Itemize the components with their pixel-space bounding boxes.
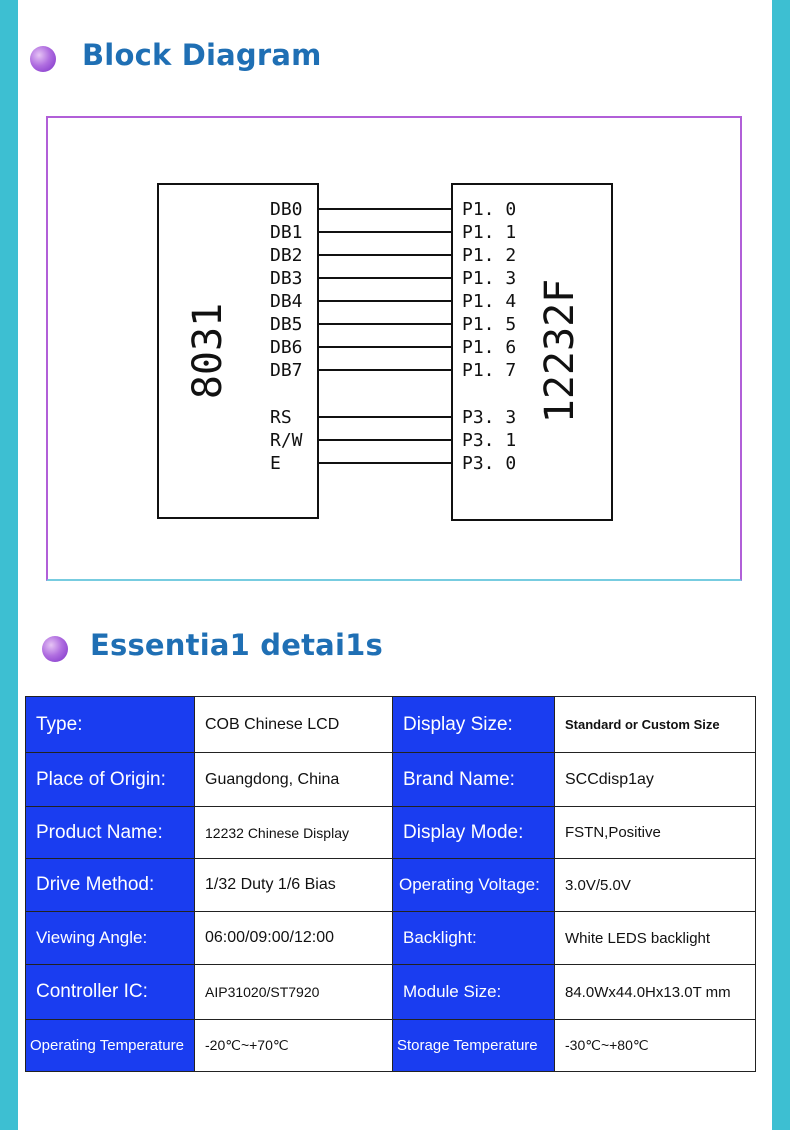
- mcu-pin-label: DB0: [270, 199, 303, 220]
- spec-label: Operating Temperature: [26, 1020, 195, 1072]
- table-row: [26, 859, 756, 912]
- spec-value: Standard or Custom Size: [555, 697, 756, 753]
- lcd-pin-label: P1. 0: [462, 199, 517, 220]
- specs-table: [25, 696, 756, 1072]
- spec-label: Storage Temperature: [393, 1020, 555, 1072]
- spec-label: Module Size:: [393, 965, 555, 1020]
- mcu-pin-label: DB3: [270, 268, 303, 289]
- lcd-label: 12232F: [537, 278, 583, 424]
- bullet-dot-icon: [42, 636, 68, 662]
- spec-value: -20℃~+70℃: [195, 1020, 393, 1072]
- spec-value: 1/32 Duty 1/6 Bias: [195, 859, 393, 912]
- spec-value: AIP31020/ST7920: [195, 965, 393, 1020]
- spec-label: Display Size:: [393, 697, 555, 753]
- table-row: [26, 1020, 756, 1072]
- table-row: [26, 753, 756, 807]
- spec-label: Type:: [26, 697, 195, 753]
- spec-value: White LEDS backlight: [555, 912, 756, 965]
- spec-label: Backlight:: [393, 912, 555, 965]
- essential-details-heading: Essentia1 detai1s: [90, 628, 383, 662]
- spec-label: Brand Name:: [393, 753, 555, 807]
- lcd-pin-label: P1. 7: [462, 360, 517, 381]
- lcd-pin-label: P1. 4: [462, 291, 517, 312]
- table-row: [26, 807, 756, 859]
- spec-label: Drive Method:: [26, 859, 195, 912]
- right-accent-bar: [772, 0, 790, 1130]
- mcu-label: 8031: [185, 302, 231, 400]
- block-diagram-heading: Block Diagram: [82, 38, 322, 72]
- spec-value: -30℃~+80℃: [555, 1020, 756, 1072]
- lcd-pin-label: P1. 1: [462, 222, 517, 243]
- spec-value: FSTN,Positive: [555, 807, 756, 859]
- block-diagram-frame: [46, 116, 742, 581]
- mcu-pin-label: DB6: [270, 337, 303, 358]
- mcu-pin-label: DB5: [270, 314, 303, 335]
- lcd-pin-label: P1. 6: [462, 337, 517, 358]
- lcd-pin-label: P1. 5: [462, 314, 517, 335]
- spec-value: 06:00/09:00/12:00: [195, 912, 393, 965]
- spec-value: 84.0Wx44.0Hx13.0T mm: [555, 965, 756, 1020]
- lcd-pin-label: P1. 2: [462, 245, 517, 266]
- lcd-pin-label: P3. 0: [462, 453, 517, 474]
- lcd-pin-label: P3. 3: [462, 407, 517, 428]
- spec-value: SCCdisp1ay: [555, 753, 756, 807]
- spec-label: Operating Voltage:: [393, 859, 555, 912]
- bullet-dot-icon: [30, 46, 56, 72]
- spec-label: Viewing Angle:: [26, 912, 195, 965]
- spec-value: 12232 Chinese Display: [195, 807, 393, 859]
- table-row: [26, 965, 756, 1020]
- lcd-pin-label: P1. 3: [462, 268, 517, 289]
- spec-label: Controller IC:: [26, 965, 195, 1020]
- lcd-pin-label: P3. 1: [462, 430, 517, 451]
- mcu-pin-label: DB7: [270, 360, 303, 381]
- spec-value: COB Chinese LCD: [195, 697, 393, 753]
- spec-label: Display Mode:: [393, 807, 555, 859]
- spec-value: Guangdong, China: [195, 753, 393, 807]
- mcu-pin-label: DB4: [270, 291, 303, 312]
- block-diagram: [48, 118, 740, 579]
- mcu-pin-label: DB1: [270, 222, 303, 243]
- mcu-pin-label: E: [270, 453, 281, 474]
- spec-value: 3.0V/5.0V: [555, 859, 756, 912]
- table-row: [26, 697, 756, 753]
- mcu-pin-label: DB2: [270, 245, 303, 266]
- spec-label: Product Name:: [26, 807, 195, 859]
- mcu-pin-label: R/W: [270, 430, 303, 451]
- mcu-pin-label: RS: [270, 407, 292, 428]
- table-row: [26, 912, 756, 965]
- left-accent-bar: [0, 0, 18, 1130]
- spec-label: Place of Origin:: [26, 753, 195, 807]
